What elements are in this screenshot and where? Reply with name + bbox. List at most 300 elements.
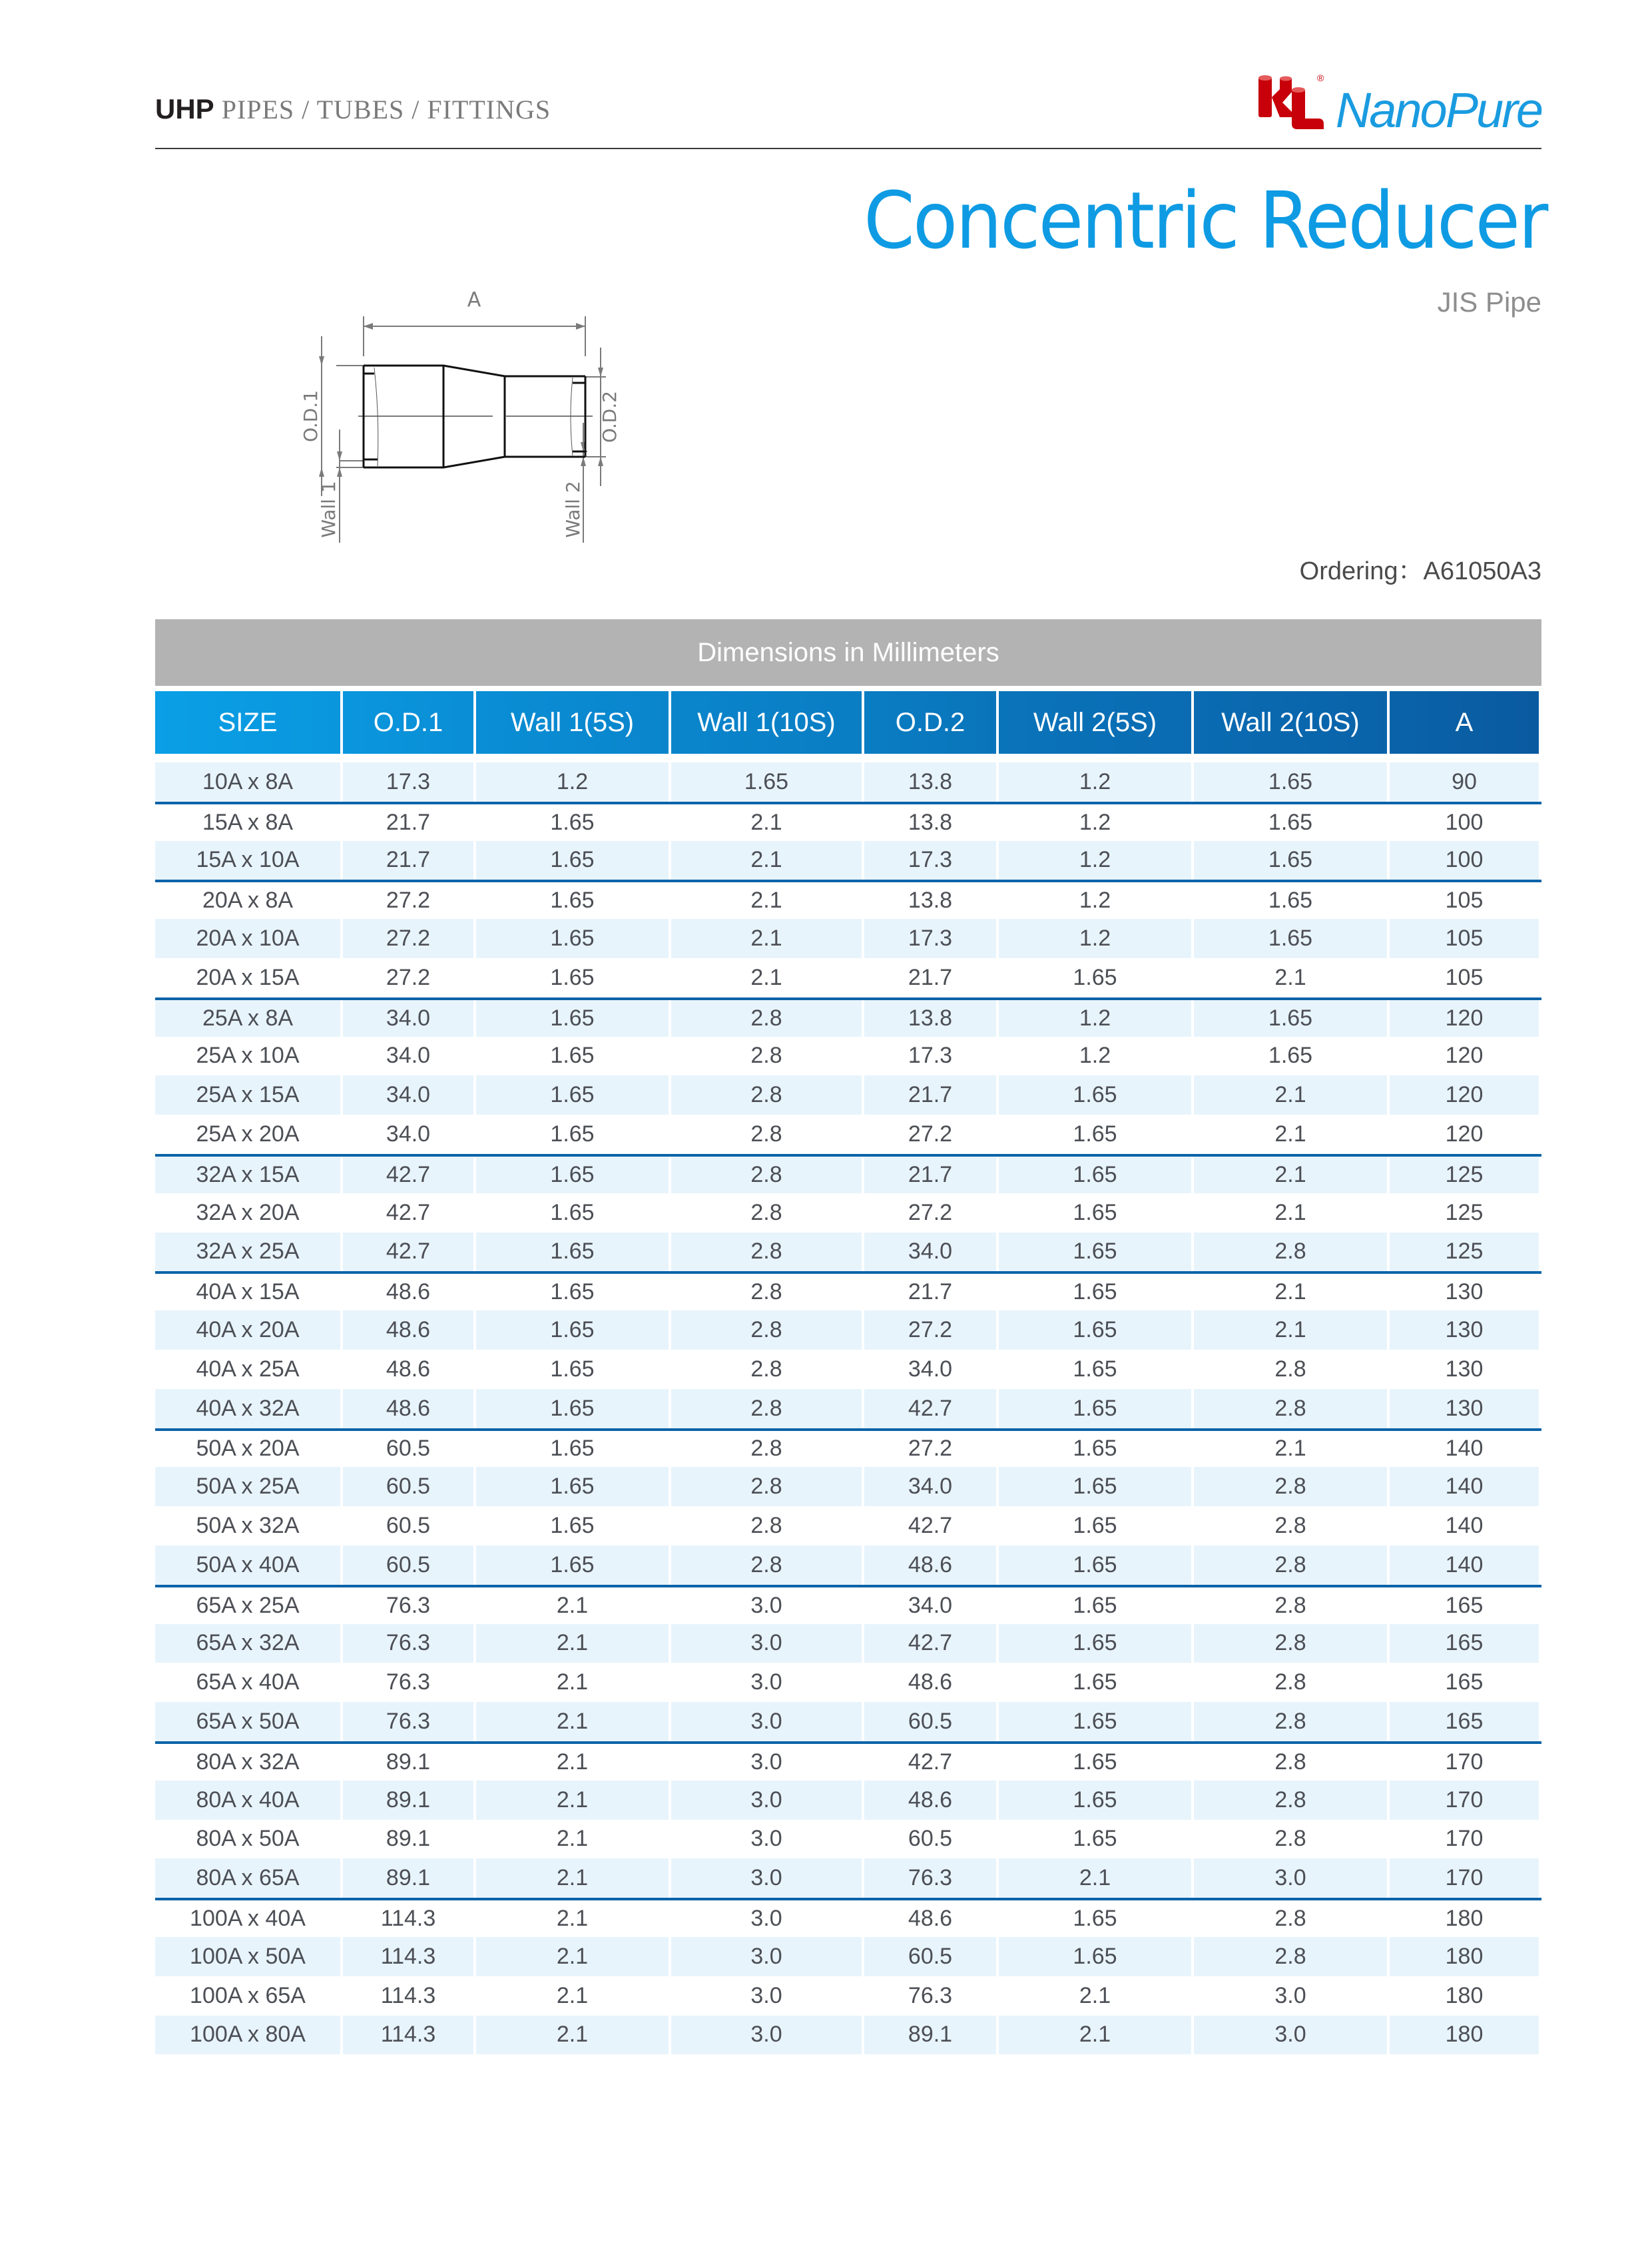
table-cell: 2.8	[671, 1545, 862, 1585]
kl-logo-mark-icon	[1257, 72, 1330, 135]
table-cell: 42.7	[343, 1233, 473, 1272]
table-cell: 76.3	[386, 1669, 431, 1695]
table-cell: 2.1	[750, 964, 782, 990]
table-cell: 1.65	[1268, 809, 1313, 835]
table-cell: 1.65	[550, 1043, 595, 1069]
table-cell: 21.7	[908, 1279, 953, 1305]
od2-label: O.D.2	[599, 390, 621, 443]
table-row	[155, 1154, 1541, 1193]
table-cell: 89.1	[386, 1826, 431, 1852]
table-cell: 17.3	[864, 919, 996, 958]
table-cell: 1.65	[476, 1310, 669, 1350]
table-row	[155, 880, 1541, 919]
table-cell: 125	[1390, 1233, 1539, 1272]
table-cell: 42.7	[343, 1157, 473, 1193]
table-cell: 1.65	[999, 1624, 1191, 1663]
table-row	[155, 1271, 1541, 1310]
table-cell: 3.0	[750, 1826, 782, 1852]
table-row	[155, 1310, 1541, 1350]
table-cell: 2.1	[476, 1781, 669, 1820]
table-cell: 2.1	[476, 1624, 669, 1663]
table-cell: 1.65	[550, 809, 595, 835]
table-cell: 27.2	[908, 1121, 953, 1147]
table-cell: 60.5	[386, 1436, 431, 1462]
table-row	[155, 1741, 1541, 1781]
table-cell: 114.3	[380, 1982, 436, 2008]
table-cell: 2.8	[1194, 1702, 1387, 1741]
table-cell: 2.1	[556, 1982, 589, 2008]
table-row	[155, 1193, 1541, 1233]
table-cell: 1.65	[999, 1075, 1191, 1115]
table-cell: 65A x 32A	[155, 1624, 340, 1663]
table-cell: 10A x 8A	[155, 762, 340, 802]
table-cell: 2.8	[1274, 1592, 1306, 1618]
table-cell: 89.1	[386, 1749, 431, 1775]
table-row	[155, 997, 1541, 1037]
table-cell: 1.2	[999, 762, 1191, 802]
reducer-diagram	[286, 286, 959, 546]
table-cell: 89.1	[343, 1858, 473, 1898]
table-cell: 25A x 15A	[155, 1075, 340, 1115]
table-header-row	[155, 691, 1541, 754]
table-cell: 40A x 15A	[196, 1279, 300, 1305]
table-cell: 120	[1390, 1075, 1539, 1115]
table-cell: 3.0	[671, 1781, 862, 1820]
table-cell: 105	[1445, 964, 1484, 990]
table-cell: 34.0	[908, 1592, 953, 1618]
table-cell: 34.0	[343, 1000, 473, 1037]
table-cell: 1.2	[999, 1000, 1191, 1037]
table-cell: 100	[1390, 841, 1539, 880]
table-cell: 50A x 20A	[196, 1436, 300, 1462]
table-row	[155, 1898, 1541, 1937]
table-row	[155, 1702, 1541, 1741]
table-row	[155, 1585, 1541, 1624]
table-cell: 120	[1445, 1121, 1484, 1147]
table-cell: 100A x 40A	[190, 1906, 306, 1931]
table-cell: 1.65	[476, 1545, 669, 1585]
table-cell: 1.65	[1073, 1279, 1117, 1305]
table-cell: 60.5	[343, 1467, 473, 1506]
table-cell: 13.8	[908, 809, 953, 835]
table-cell: 15A x 8A	[202, 809, 294, 835]
table-cell: 32A x 20A	[196, 1199, 300, 1225]
table-cell: 1.65	[550, 1279, 595, 1305]
column-header-o-d-1: O.D.1	[343, 691, 473, 754]
table-cell: 50A x 25A	[155, 1467, 340, 1506]
table-cell: 1.65	[999, 1467, 1191, 1506]
table-cell: 140	[1390, 1545, 1539, 1585]
table-row	[155, 1428, 1541, 1468]
table-cell: 60.5	[864, 1702, 996, 1741]
table-cell: 27.2	[343, 919, 473, 958]
dimensions-table	[155, 691, 1541, 2054]
section-header-bold: UHP	[155, 93, 214, 125]
table-cell: 20A x 15A	[196, 964, 300, 990]
table-cell: 48.6	[343, 1389, 473, 1428]
table-body	[155, 754, 1541, 2054]
brand-logo	[1257, 72, 1541, 138]
wall2-label: Wall 2	[562, 481, 584, 538]
table-cell: 2.8	[1274, 1513, 1306, 1539]
table-cell: 2.8	[1274, 1906, 1306, 1931]
table-cell: 1.65	[1268, 888, 1313, 914]
table-cell: 2.1	[750, 809, 782, 835]
table-cell: 76.3	[343, 1702, 473, 1741]
table-cell: 130	[1445, 1279, 1484, 1305]
table-cell: 48.6	[386, 1279, 431, 1305]
table-cell: 1.65	[999, 1702, 1191, 1741]
table-row	[155, 1389, 1541, 1428]
table-cell: 21.7	[386, 809, 431, 835]
table-cell: 34.0	[864, 1233, 996, 1272]
page-title: Concentric Reducer	[864, 174, 1547, 266]
table-cell: 3.0	[671, 1858, 862, 1898]
table-cell: 170	[1445, 1826, 1484, 1852]
table-cell: 27.2	[908, 1436, 953, 1462]
table-cell: 48.6	[864, 1781, 996, 1820]
table-cell: 3.0	[750, 1749, 782, 1775]
column-header-size: SIZE	[155, 691, 340, 754]
table-cell: 140	[1445, 1513, 1484, 1539]
table-row	[155, 802, 1541, 841]
table-cell: 1.65	[999, 1233, 1191, 1272]
table-row	[155, 1350, 1541, 1389]
table-cell: 2.1	[1194, 1075, 1387, 1115]
table-cell: 2.8	[750, 1043, 782, 1069]
table-row	[155, 841, 1541, 880]
table-cell: 2.1	[1079, 1982, 1111, 2008]
table-cell: 2.8	[671, 1389, 862, 1428]
table-row	[155, 1663, 1541, 1702]
column-header-wall-1-10s: Wall 1(10S)	[671, 691, 862, 754]
table-cell: 3.0	[1194, 2016, 1387, 2055]
table-cell: 105	[1390, 919, 1539, 958]
table-cell: 34.0	[864, 1467, 996, 1506]
table-cell: 2.8	[1274, 1749, 1306, 1775]
table-cell: 2.8	[1194, 1781, 1387, 1820]
table-cell: 1.2	[999, 841, 1191, 880]
table-cell: 34.0	[386, 1043, 431, 1069]
table-cell: 2.8	[750, 1121, 782, 1147]
table-cell: 100A x 50A	[155, 1937, 340, 1976]
table-cell: 1.65	[671, 762, 862, 802]
table-cell: 1.65	[476, 841, 669, 880]
table-cell: 48.6	[864, 1545, 996, 1585]
table-cell: 2.1	[476, 1937, 669, 1976]
table-cell: 17.3	[864, 841, 996, 880]
table-cell: 2.8	[671, 1000, 862, 1037]
table-row	[155, 1937, 1541, 1976]
table-cell: 25A x 10A	[196, 1043, 300, 1069]
table-cell: 13.8	[864, 762, 996, 802]
table-cell: 1.65	[550, 1199, 595, 1225]
table-cell: 2.1	[1194, 1157, 1387, 1193]
logo-text: NanoPure	[1335, 83, 1541, 138]
table-cell: 2.1	[1274, 1121, 1306, 1147]
table-cell: 1.65	[1073, 1906, 1117, 1931]
table-cell: 60.5	[864, 1937, 996, 1976]
table-cell: 1.65	[1194, 1000, 1387, 1037]
table-cell: 2.1	[1194, 1310, 1387, 1350]
table-cell: 48.6	[386, 1356, 431, 1382]
column-header-a: A	[1390, 691, 1539, 754]
table-row	[155, 1075, 1541, 1115]
table-cell: 80A x 50A	[196, 1826, 300, 1852]
table-cell: 2.1	[671, 841, 862, 880]
table-cell: 21.7	[864, 1075, 996, 1115]
column-header-wall-2-10s: Wall 2(10S)	[1194, 691, 1387, 754]
table-cell: 17.3	[908, 1043, 953, 1069]
table-cell: 40A x 25A	[196, 1356, 300, 1382]
table-cell: 40A x 20A	[155, 1310, 340, 1350]
table-cell: 13.8	[864, 1000, 996, 1037]
ordering-label: Ordering：	[1299, 557, 1424, 585]
table-cell: 1.65	[1194, 841, 1387, 880]
table-cell: 1.65	[550, 1436, 595, 1462]
ordering-code	[1300, 550, 1541, 587]
table-cell: 3.0	[1274, 1982, 1306, 2008]
table-cell: 25A x 8A	[155, 1000, 340, 1037]
table-row	[155, 1545, 1541, 1585]
table-cell: 114.3	[343, 2016, 473, 2055]
table-cell: 125	[1390, 1157, 1539, 1193]
table-cell: 21.7	[864, 1157, 996, 1193]
table-cell: 34.0	[908, 1356, 953, 1382]
table-cell: 1.65	[1073, 1513, 1117, 1539]
table-cell: 100	[1445, 809, 1484, 835]
table-cell: 34.0	[386, 1121, 431, 1147]
table-cell: 1.65	[476, 1075, 669, 1115]
table-cell: 2.1	[476, 1858, 669, 1898]
table-cell: 2.1	[556, 1906, 589, 1931]
table-cell: 120	[1390, 1000, 1539, 1037]
table-cell: 21.7	[343, 841, 473, 880]
table-cell: 1.2	[1079, 888, 1111, 914]
table-cell: 90	[1390, 762, 1539, 802]
table-cell: 1.65	[999, 1545, 1191, 1585]
table-cell: 140	[1445, 1436, 1484, 1462]
table-cell: 130	[1390, 1389, 1539, 1428]
table-cell: 3.0	[671, 1702, 862, 1741]
table-cell: 1.65	[550, 1356, 595, 1382]
table-cell: 100A x 65A	[190, 1982, 306, 2008]
table-cell: 165	[1390, 1702, 1539, 1741]
table-cell: 165	[1445, 1592, 1484, 1618]
wall1-label: Wall 1	[318, 481, 340, 538]
column-header-o-d-2: O.D.2	[864, 691, 996, 754]
table-row	[155, 1781, 1541, 1820]
table-cell: 65A x 25A	[196, 1592, 300, 1618]
table-cell: 120	[1445, 1043, 1484, 1069]
table-cell: 180	[1390, 1937, 1539, 1976]
table-cell: 60.5	[386, 1513, 431, 1539]
table-cell: 17.3	[343, 762, 473, 802]
table-cell: 2.1	[476, 2016, 669, 2055]
table-cell: 3.0	[750, 1592, 782, 1618]
table-cell: 2.8	[1274, 1826, 1306, 1852]
table-cell: 2.1	[556, 1826, 589, 1852]
table-cell: 1.65	[1268, 1043, 1313, 1069]
table-cell: 1.65	[999, 1389, 1191, 1428]
table-cell: 89.1	[343, 1781, 473, 1820]
table-cell: 50A x 32A	[196, 1513, 300, 1539]
table-cell: 42.7	[386, 1199, 431, 1225]
table-cell: 3.0	[750, 1669, 782, 1695]
table-cell: 1.65	[550, 1121, 595, 1147]
table-cell: 2.1	[1274, 964, 1306, 990]
registered-mark: ®	[1316, 73, 1324, 83]
table-cell: 2.1	[556, 1592, 589, 1618]
table-cell: 1.65	[1073, 1436, 1117, 1462]
table-row	[155, 1233, 1541, 1272]
table-cell: 48.6	[343, 1310, 473, 1350]
column-header-wall-2-5s: Wall 2(5S)	[999, 691, 1191, 754]
table-cell: 130	[1445, 1356, 1484, 1382]
table-row	[155, 1115, 1541, 1154]
table-cell: 42.7	[864, 1389, 996, 1428]
table-row	[155, 1506, 1541, 1545]
table-cell: 170	[1390, 1781, 1539, 1820]
table-cell: 1.65	[1073, 964, 1117, 990]
table-cell: 2.8	[750, 1199, 782, 1225]
table-cell: 15A x 10A	[155, 841, 340, 880]
table-row	[155, 1624, 1541, 1663]
table-cell: 2.8	[750, 1279, 782, 1305]
table-cell: 42.7	[908, 1749, 953, 1775]
od1-label: O.D.1	[300, 390, 322, 443]
table-cell: 2.1	[750, 888, 782, 914]
table-row	[155, 1037, 1541, 1076]
dimension-a-label: A	[467, 288, 481, 312]
table-cell: 1.2	[1079, 809, 1111, 835]
table-cell: 42.7	[864, 1624, 996, 1663]
table-cell: 165	[1390, 1624, 1539, 1663]
table-cell: 65A x 40A	[196, 1669, 300, 1695]
table-cell: 60.5	[908, 1826, 953, 1852]
table-row	[155, 919, 1541, 958]
table-cell: 27.2	[864, 1310, 996, 1350]
table-cell: 50A x 40A	[155, 1545, 340, 1585]
table-cell: 3.0	[1194, 1858, 1387, 1898]
column-header-wall-1-5s: Wall 1(5S)	[476, 691, 669, 754]
table-cell: 80A x 32A	[196, 1749, 300, 1775]
table-cell: 27.2	[386, 964, 431, 990]
table-cell: 1.65	[550, 964, 595, 990]
table-cell: 1.65	[476, 1233, 669, 1272]
table-cell: 80A x 65A	[155, 1858, 340, 1898]
table-cell: 1.65	[550, 888, 595, 914]
table-row	[155, 2016, 1541, 2055]
table-row	[155, 762, 1541, 802]
table-cell: 2.1	[999, 2016, 1191, 2055]
table-cell: 34.0	[343, 1075, 473, 1115]
table-row	[155, 1976, 1541, 2016]
table-cell: 1.65	[1073, 1199, 1117, 1225]
table-cell: 2.8	[671, 1467, 862, 1506]
table-cell: 76.3	[386, 1592, 431, 1618]
table-cell: 32A x 25A	[155, 1233, 340, 1272]
table-cell: 42.7	[908, 1513, 953, 1539]
page-subtitle: JIS Pipe	[1437, 286, 1541, 318]
table-cell: 140	[1390, 1467, 1539, 1506]
table-cell: 65A x 50A	[155, 1702, 340, 1741]
table-cell: 76.3	[908, 1982, 953, 2008]
table-cell: 1.65	[476, 1467, 669, 1506]
table-cell: 3.0	[750, 1982, 782, 2008]
table-cell: 2.1	[671, 919, 862, 958]
table-cell: 1.65	[999, 1937, 1191, 1976]
table-cell: 2.8	[671, 1075, 862, 1115]
table-cell: 2.8	[1194, 1937, 1387, 1976]
table-cell: 170	[1445, 1749, 1484, 1775]
table-cell: 2.1	[999, 1858, 1191, 1898]
table-cell: 25A x 20A	[196, 1121, 300, 1147]
table-cell: 1.65	[550, 1513, 595, 1539]
table-cell: 13.8	[908, 888, 953, 914]
table-cell: 32A x 15A	[155, 1157, 340, 1193]
table-cell: 1.65	[1073, 1121, 1117, 1147]
table-cell: 2.1	[476, 1702, 669, 1741]
table-cell: 114.3	[380, 1906, 436, 1931]
table-cell: 1.65	[476, 919, 669, 958]
table-cell: 89.1	[864, 2016, 996, 2055]
table-cell: 3.0	[671, 1624, 862, 1663]
table-cell: 1.65	[999, 1157, 1191, 1193]
section-header	[155, 93, 551, 125]
table-row	[155, 1467, 1541, 1506]
table-cell: 2.1	[1274, 1436, 1306, 1462]
table-cell: 2.8	[1194, 1389, 1387, 1428]
table-cell: 1.65	[1073, 1356, 1117, 1382]
table-row	[155, 958, 1541, 997]
table-cell: 2.1	[556, 1669, 589, 1695]
ordering-value: A61050A3	[1423, 557, 1541, 585]
table-cell: 100A x 80A	[155, 2016, 340, 2055]
table-cell: 2.8	[750, 1513, 782, 1539]
table-row	[155, 1820, 1541, 1859]
table-cell: 1.2	[476, 762, 669, 802]
section-header-category: PIPES / TUBES / FITTINGS	[214, 95, 551, 125]
table-cell: 165	[1445, 1669, 1484, 1695]
table-cell: 1.65	[999, 1310, 1191, 1350]
table-cell: 2.8	[671, 1233, 862, 1272]
table-cell: 1.65	[1194, 919, 1387, 958]
table-cell: 2.8	[1194, 1545, 1387, 1585]
table-cell: 2.1	[1274, 1279, 1306, 1305]
table-cell: 2.8	[1194, 1233, 1387, 1272]
table-cell: 20A x 10A	[155, 919, 340, 958]
table-cell: 2.8	[671, 1157, 862, 1193]
table-cell: 180	[1445, 1982, 1484, 2008]
table-cell: 2.8	[671, 1310, 862, 1350]
table-cell: 105	[1445, 888, 1484, 914]
table-cell: 1.65	[1073, 1749, 1117, 1775]
table-cell: 40A x 32A	[155, 1389, 340, 1428]
header-divider	[155, 148, 1541, 149]
table-cell: 125	[1445, 1199, 1484, 1225]
table-row	[155, 1858, 1541, 1898]
table-cell: 3.0	[671, 2016, 862, 2055]
table-cell: 1.2	[999, 919, 1191, 958]
table-cell: 1.65	[476, 1157, 669, 1193]
table-cell: 114.3	[343, 1937, 473, 1976]
table-caption: Dimensions in Millimeters	[155, 619, 1541, 686]
table-cell: 3.0	[750, 1906, 782, 1931]
table-cell: 80A x 40A	[155, 1781, 340, 1820]
table-cell: 48.6	[908, 1669, 953, 1695]
table-cell: 1.65	[1194, 762, 1387, 802]
